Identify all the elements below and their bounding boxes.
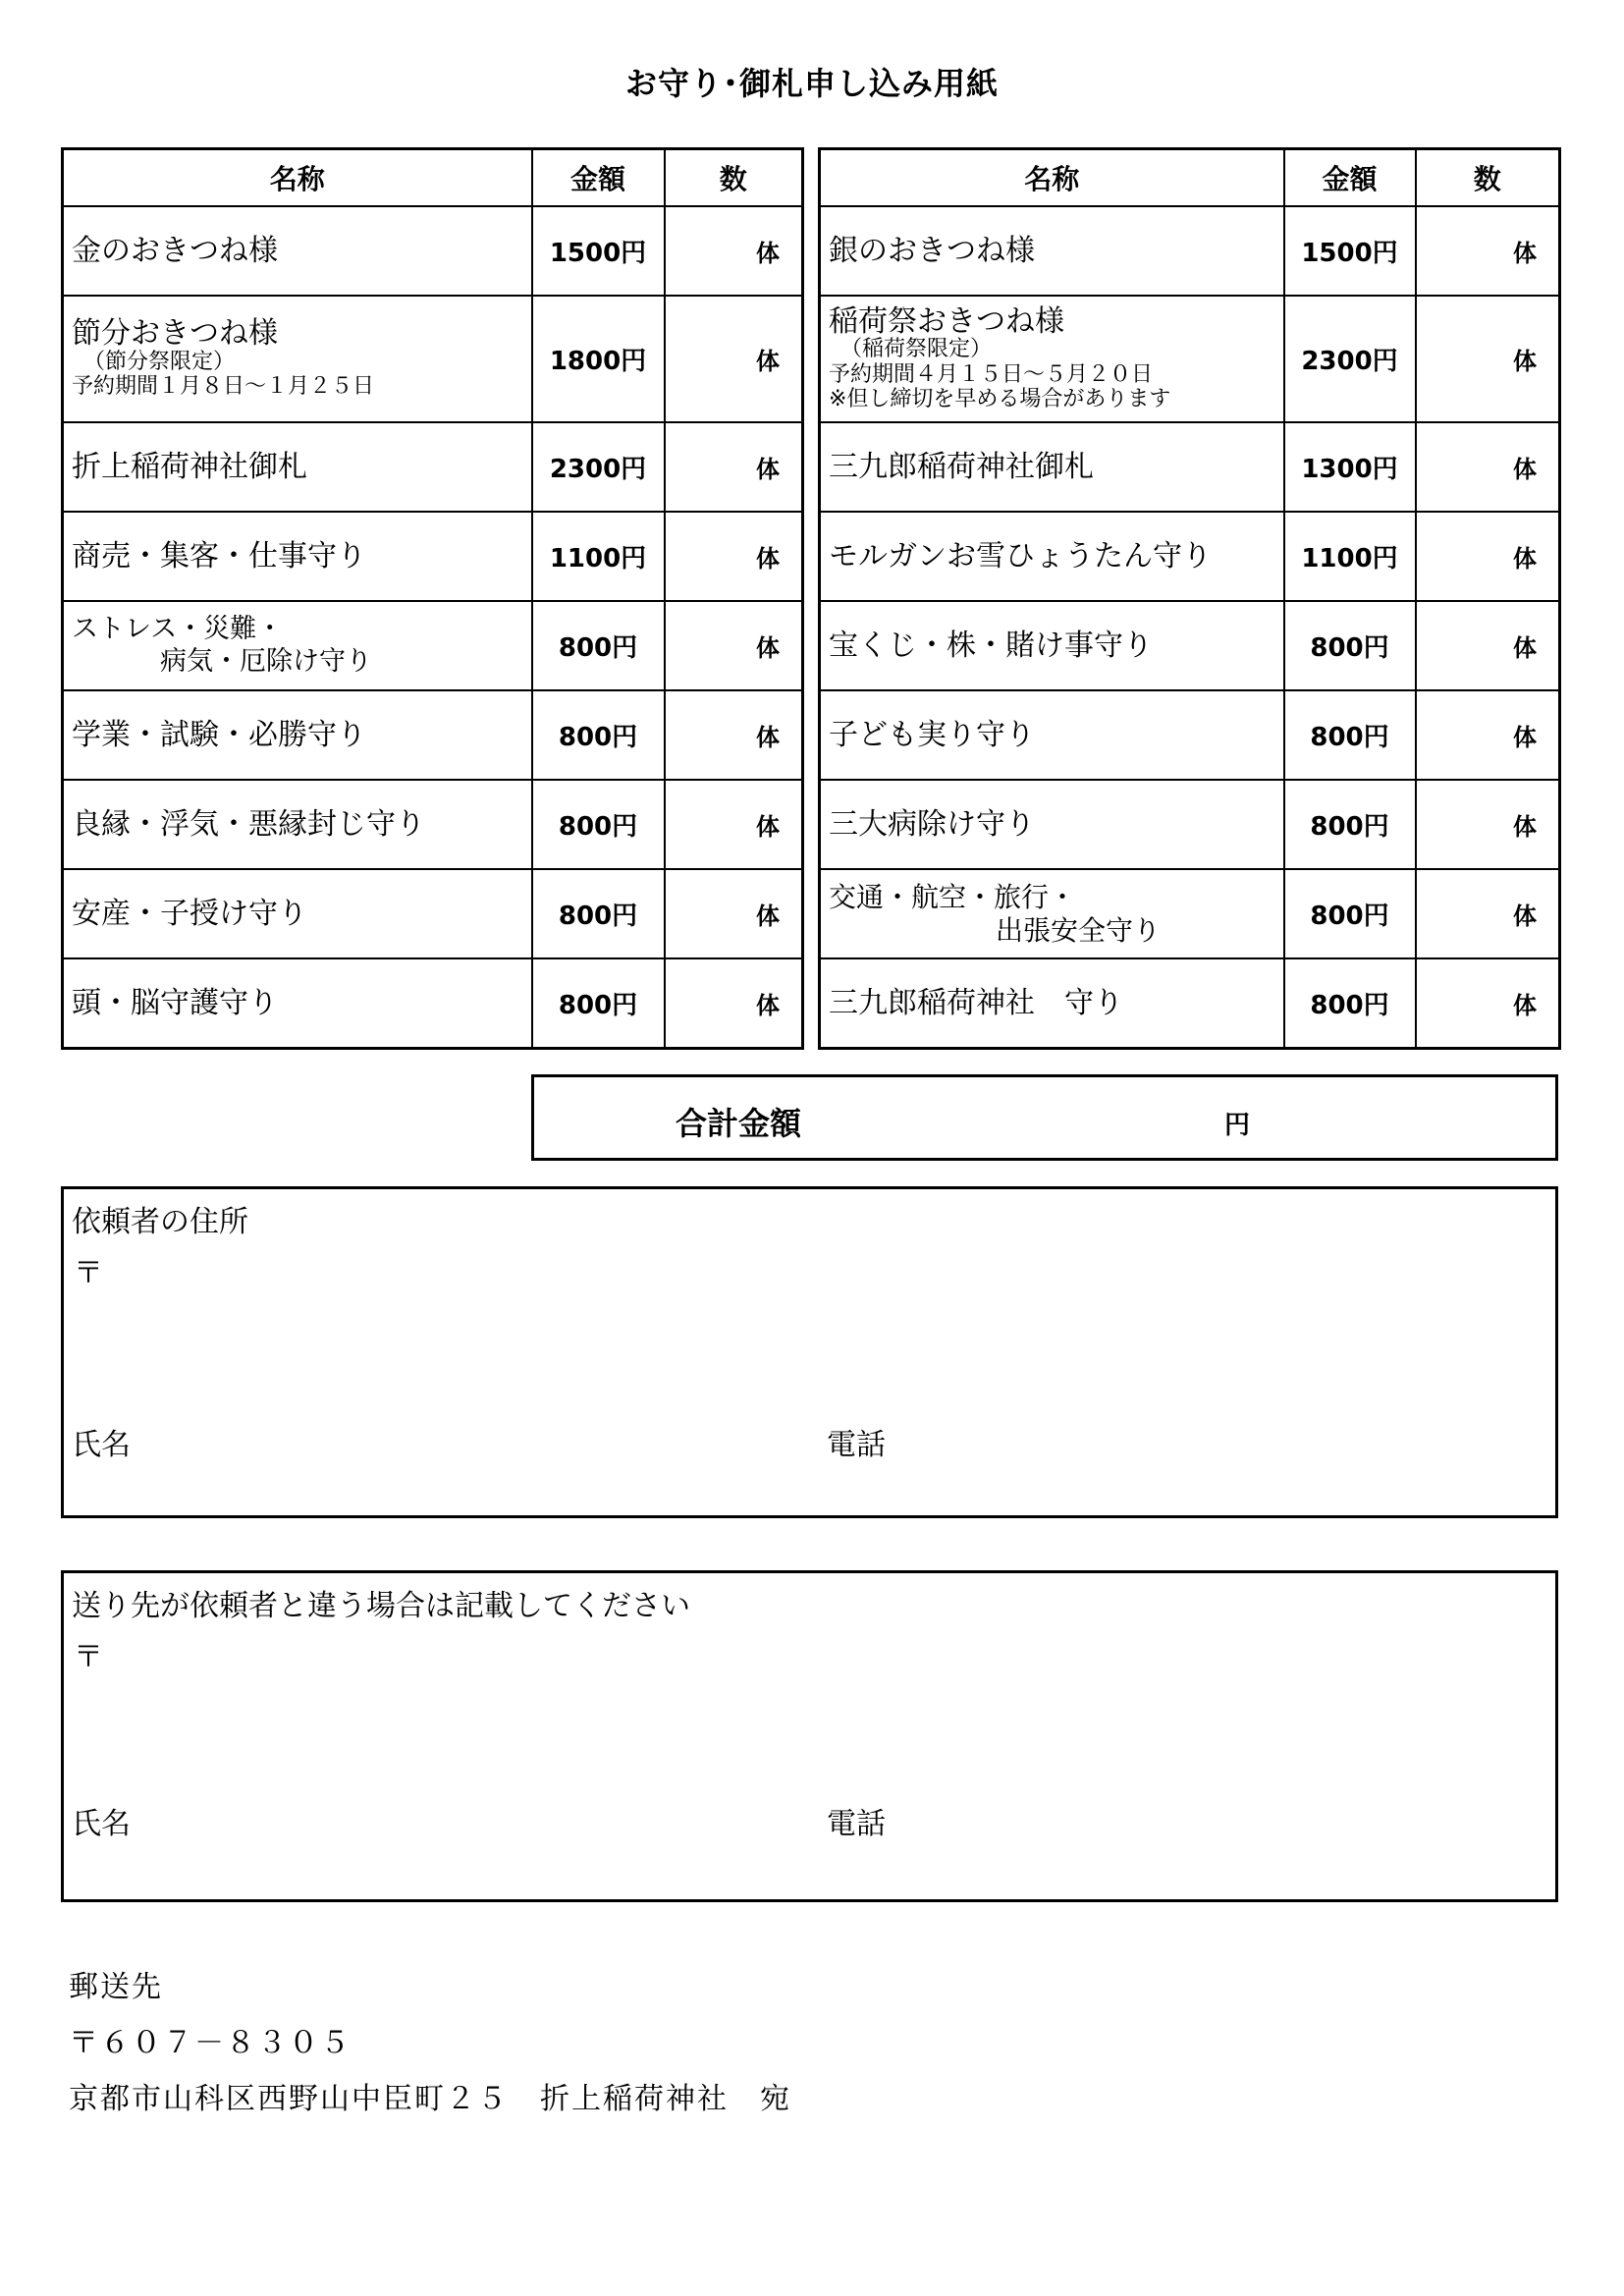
item-name: 稲荷祭おきつね様	[829, 303, 1064, 339]
item-count-field[interactable]: 体	[665, 512, 803, 601]
item-count-field[interactable]: 体	[665, 296, 803, 422]
table-row	[820, 206, 1560, 296]
requester-heading: 依頼者の住所	[72, 1205, 248, 1239]
item-price: 1100円	[532, 512, 665, 601]
item-name: 三九郎稲荷神社御札	[829, 449, 1094, 484]
item-price: 800円	[1284, 780, 1416, 869]
item-name: モルガンお雪ひょうたん守り	[829, 538, 1212, 574]
item-name: 安産・子授け守り	[72, 896, 307, 931]
right-items-table	[818, 147, 1561, 1050]
left-items-table	[61, 147, 804, 1050]
item-name: 金のおきつね様	[72, 233, 278, 268]
table-row	[63, 690, 803, 780]
header-count: 数	[665, 149, 803, 207]
mailing-label: 郵送先	[69, 1970, 163, 2004]
item-count-field[interactable]: 体	[665, 690, 803, 780]
item-price: 800円	[532, 869, 665, 958]
table-row	[820, 869, 1560, 958]
table-row	[63, 780, 803, 869]
item-count-field[interactable]: 体	[1416, 512, 1560, 601]
form-title: お守り･御札申し込み用紙	[624, 65, 999, 102]
recipient-phone-label: 電話	[827, 1807, 886, 1841]
item-name-cont: 病気・厄除け守り	[160, 645, 372, 677]
item-count-field[interactable]: 体	[1416, 601, 1560, 690]
item-price: 800円	[1284, 690, 1416, 780]
item-name: 交通・航空・旅行・	[829, 880, 1077, 913]
table-row	[820, 780, 1560, 869]
item-price: 800円	[1284, 601, 1416, 690]
total-unit: 円	[1224, 1111, 1251, 1140]
item-count-field[interactable]: 体	[1416, 958, 1560, 1049]
item-name: 商売・集客・仕事守り	[72, 538, 366, 574]
item-name: ストレス・災難・	[72, 614, 284, 645]
recipient-zip-mark: 〒	[74, 1640, 103, 1674]
item-count-field[interactable]: 体	[1416, 296, 1560, 422]
table-row	[820, 690, 1560, 780]
recipient-heading: 送り先が依頼者と違う場合は記載してください	[72, 1589, 690, 1623]
table-row	[820, 958, 1560, 1049]
requester-phone-label: 電話	[827, 1428, 886, 1462]
item-price: 1100円	[1284, 512, 1416, 601]
item-count-field[interactable]: 体	[665, 869, 803, 958]
item-count-field[interactable]: 体	[665, 780, 803, 869]
item-name: 節分おきつね様	[72, 316, 278, 352]
header-name: 名称	[63, 149, 532, 207]
item-name: 三大病除け守り	[829, 806, 1035, 842]
table-row	[63, 512, 803, 601]
item-count-field[interactable]: 体	[1416, 690, 1560, 780]
table-row	[63, 206, 803, 296]
item-name: 銀のおきつね様	[829, 233, 1035, 268]
table-row	[820, 601, 1560, 690]
table-row	[820, 296, 1560, 422]
item-count-field[interactable]: 体	[1416, 780, 1560, 869]
total-amount-box[interactable]	[531, 1074, 1558, 1161]
item-note: ※但し締切を早める場合があります	[829, 386, 1171, 411]
item-name: 学業・試験・必勝守り	[72, 717, 366, 752]
item-count-field[interactable]: 体	[665, 422, 803, 512]
recipient-name-label: 氏名	[72, 1807, 131, 1841]
table-row	[63, 296, 803, 422]
item-count-field[interactable]: 体	[1416, 422, 1560, 512]
item-name: 頭・脳守護守り	[72, 985, 278, 1020]
item-price: 800円	[532, 690, 665, 780]
item-price: 800円	[1284, 869, 1416, 958]
table-row	[63, 422, 803, 512]
item-count-field[interactable]: 体	[665, 601, 803, 690]
header-name: 名称	[820, 149, 1284, 207]
item-name: 良縁・浮気・悪縁封じ守り	[72, 806, 425, 842]
table-row	[820, 422, 1560, 512]
table-row	[63, 601, 803, 690]
item-price: 1500円	[1284, 206, 1416, 296]
item-note: 予約期間４月１５日～５月２０日	[829, 361, 1154, 387]
item-price: 800円	[532, 958, 665, 1049]
item-price: 2300円	[1284, 296, 1416, 422]
item-note: 予約期間１月８日～１月２５日	[72, 374, 375, 400]
header-price: 金額	[532, 149, 665, 207]
requester-box[interactable]	[61, 1186, 1558, 1518]
item-price: 1800円	[532, 296, 665, 422]
item-name: 宝くじ・株・賭け事守り	[829, 628, 1153, 663]
item-name-cont: 出張安全守り	[996, 913, 1162, 947]
item-count-field[interactable]: 体	[665, 958, 803, 1049]
table-row	[63, 869, 803, 958]
requester-name-label: 氏名	[72, 1428, 131, 1462]
item-count-field[interactable]: 体	[1416, 869, 1560, 958]
item-note: （稲荷祭限定）	[840, 337, 993, 362]
header-price: 金額	[1284, 149, 1416, 207]
item-note: （節分祭限定）	[83, 349, 236, 374]
item-name: 三九郎稲荷神社 守り	[829, 985, 1123, 1020]
item-count-field[interactable]: 体	[665, 206, 803, 296]
item-price: 800円	[532, 601, 665, 690]
item-name: 子ども実り守り	[829, 717, 1035, 752]
item-price: 1300円	[1284, 422, 1416, 512]
item-price: 2300円	[532, 422, 665, 512]
requester-zip-mark: 〒	[74, 1256, 103, 1290]
mailing-street-address: 京都市山科区西野山中臣町２５ 折上稲荷神社 宛	[69, 2082, 791, 2116]
header-count: 数	[1416, 149, 1560, 207]
item-price: 800円	[532, 780, 665, 869]
recipient-box[interactable]	[61, 1570, 1558, 1902]
mailing-address	[69, 1959, 791, 2127]
mailing-postal-code: 〒６０７－８３０５	[69, 2026, 352, 2060]
table-row	[820, 512, 1560, 601]
table-row	[63, 958, 803, 1049]
item-name: 折上稲荷神社御札	[72, 449, 307, 484]
item-price: 1500円	[532, 206, 665, 296]
item-count-field[interactable]: 体	[1416, 206, 1560, 296]
item-price: 800円	[1284, 958, 1416, 1049]
total-label: 合計金額	[676, 1105, 802, 1142]
